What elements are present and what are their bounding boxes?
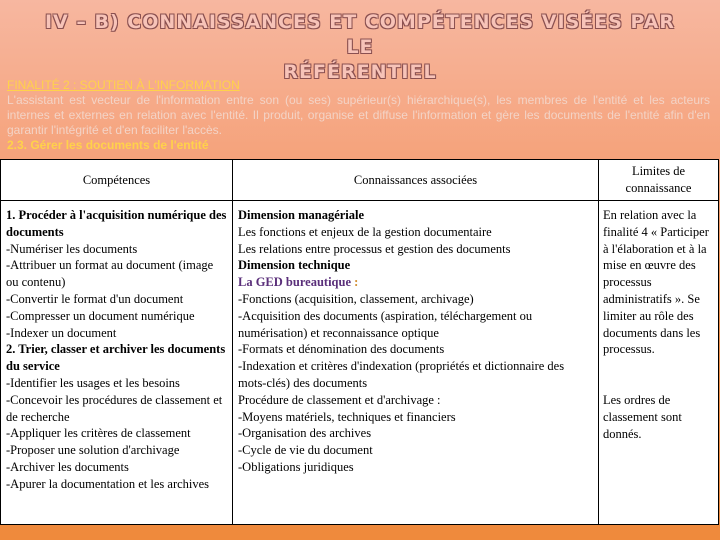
- limites-paragraph-1: En relation avec la finalité 4 « Participer à l'élaboration et à la mise en œuvre des processus administratifs ». Se limiter au rôle des documents dans les processus.: [603, 208, 709, 357]
- header-limites: Limites de connaissance: [599, 160, 719, 201]
- connaissance-item: -Cycle de vie du document: [238, 443, 373, 458]
- limites-cell: [599, 201, 719, 525]
- title-line-1: IV – B) CONNAISSANCES ET COMPÉTENCES VISÉES PAR LE: [44, 11, 676, 58]
- section-heading: 2.3. Gérer les documents de l'entité: [7, 138, 209, 152]
- connaissance-item: Dimension technique: [238, 258, 351, 273]
- competence-item: -Appliquer les critères de classement: [6, 426, 191, 441]
- table-header-row: [1, 160, 719, 201]
- title-line-2: RÉFÉRENTIEL: [283, 61, 437, 83]
- connaissance-item: -Indexation et critères d'indexation (propriétés et dictionnaire des mots-clés) des documents: [238, 359, 565, 390]
- finalite-description: L'assistant est vecteur de l'information entre son (ou ses) supérieur(s) hiérarchique(s), les membres de l'entité et les acteurs internes et externes en relation avec l'entité. Il produit, organise et diffuse l'information et gère les documents de l'entité afin d'en garantir l'intégrité et d'en faciliter l'accès.: [7, 93, 710, 137]
- competence-item: -Compresser un document numérique: [6, 308, 195, 323]
- intro-block: [7, 78, 710, 153]
- header-connaissances: Connaissances associées: [233, 160, 599, 201]
- competence-item: -Concevoir les procédures de classement et de recherche: [6, 392, 223, 424]
- slide-title: [40, 10, 680, 85]
- competence-item: -Numériser les documents: [6, 241, 138, 256]
- connaissance-item: -Acquisition des documents (aspiration, téléchargement ou numérisation) et reconnaissance optique: [238, 308, 533, 340]
- competence-item: -Convertir le format d'un document: [6, 291, 184, 306]
- connaissance-item: -Moyens matériels, techniques et financiers: [238, 409, 456, 424]
- connaissance-item: -Obligations juridiques: [238, 459, 354, 474]
- competences-table: [0, 159, 719, 525]
- competence-item: 2. Trier, classer et archiver les documents du service: [6, 342, 226, 374]
- colon-mark: :: [351, 275, 359, 290]
- competence-item: -Identifier les usages et les besoins: [6, 375, 180, 390]
- competences-cell: [1, 201, 233, 525]
- competence-item: -Apurer la documentation et les archives: [6, 476, 210, 491]
- connaissance-item: Les fonctions et enjeux de la gestion documentaire: [238, 224, 492, 239]
- connaissance-item: -Organisation des archives: [238, 426, 372, 441]
- competence-item: 1. Procéder à l'acquisition numérique des documents: [6, 208, 227, 239]
- finalite-heading: FINALITÉ 2 : SOUTIEN À L'INFORMATION: [7, 78, 240, 92]
- connaissance-item: Les relations entre processus et gestion des documents: [238, 241, 511, 256]
- connaissance-item: -Fonctions (acquisition, classement, archivage): [238, 291, 474, 306]
- limites-paragraph-2: Les ordres de classement sont donnés.: [603, 393, 682, 441]
- competence-item: -Indexer un document: [6, 325, 117, 340]
- spacer: [603, 358, 714, 392]
- competence-item: -Archiver les documents: [6, 459, 129, 474]
- connaissance-item: Dimension managériale: [238, 208, 365, 222]
- header-competences: Compétences: [1, 160, 233, 201]
- connaissances-cell: [233, 201, 599, 525]
- connaissance-item: Procédure de classement et d'archivage :: [238, 392, 441, 407]
- competence-item: -Proposer une solution d'archivage: [6, 443, 180, 458]
- table-body-row: [1, 201, 719, 525]
- competence-item: -Attribuer un format au document (image ou contenu): [6, 258, 214, 290]
- connaissance-item: La GED bureautique :: [238, 275, 359, 290]
- connaissance-item: -Formats et dénomination des documents: [238, 342, 445, 357]
